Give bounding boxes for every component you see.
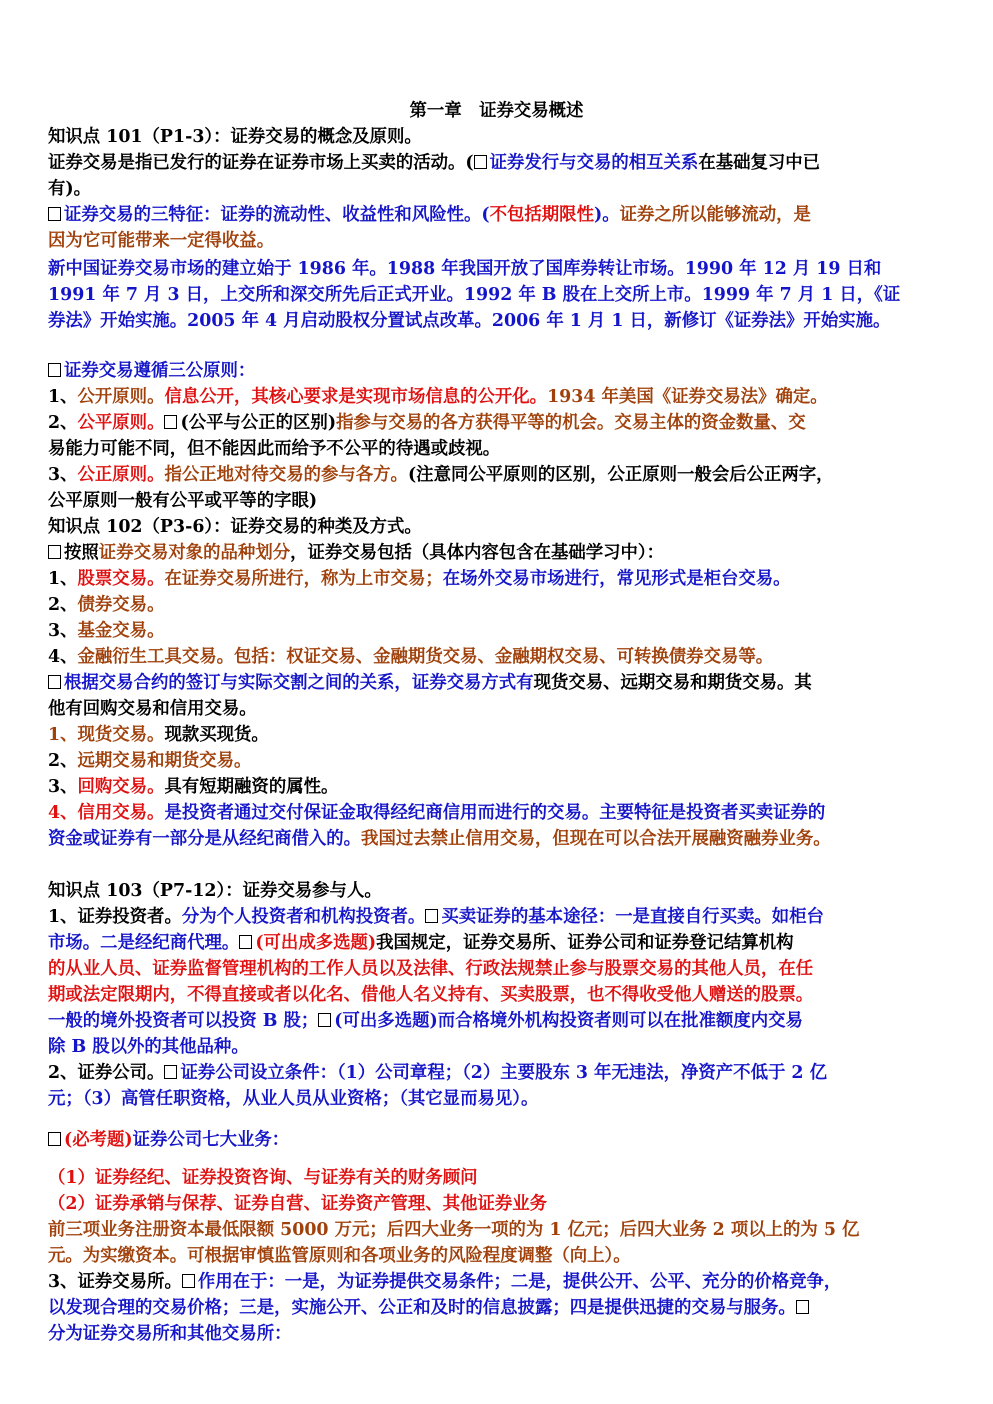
text-line <box>48 514 953 540</box>
checkbox-square-icon <box>48 363 61 377</box>
text-line <box>48 1191 953 1217</box>
text-segment: 公平原则。 <box>77 413 165 433</box>
text-segment: 券法》开始实施。2005 年 4 月启动股权分置试点改革。2006 年 1 月 1 日，新修订《证券法》开始实施。 <box>48 311 891 331</box>
text-segment: 4、信用交易。 <box>48 803 165 823</box>
text-line <box>48 150 953 176</box>
text-segment: 指参与交易的各方获得平等的机会。交易主体的资金数量、交 <box>336 413 806 433</box>
text-segment: 在证券交易所进行，称为上市交易； <box>164 569 443 589</box>
checkbox-square-icon <box>164 1065 177 1079</box>
text-line <box>48 308 953 334</box>
checkbox-square-icon <box>48 1132 61 1146</box>
text-line <box>48 358 953 384</box>
text-segment: 前三项业务注册资本最低限额 5000 万元；后四大业务一项的为 1 亿元；后四大业务 2 项以上的为 5 亿 <box>48 1220 860 1240</box>
text-segment: 公平原则一般有公平或平等的字眼) <box>48 491 318 511</box>
text-segment: (公平与公正的区别) <box>180 413 337 433</box>
text-segment: 远期交易和期货交易。 <box>77 751 252 771</box>
text-line <box>48 1165 953 1191</box>
text-segment: （1）证券经纪、证券投资咨询、与证券有关的财务顾问 <box>48 1168 478 1188</box>
text-line <box>48 956 953 982</box>
checkbox-square-icon <box>182 1274 195 1288</box>
text-segment: 市场。二是经纪商代理。 <box>48 933 240 953</box>
text-segment: 现货交易、远期交易和期货交易。其 <box>533 673 812 693</box>
checkbox-square-icon <box>48 675 61 689</box>
checkbox-square-icon <box>48 545 61 559</box>
text-segment: 除 B 股以外的其他品种。 <box>48 1037 249 1057</box>
text-segment: 基金交易。 <box>77 621 165 641</box>
text-segment: 因为它可能带来一定得收益。 <box>48 231 275 251</box>
text-segment: (必考题) <box>64 1130 133 1150</box>
text-segment: 3、 <box>48 465 78 485</box>
text-segment: 期或法定限期内，不得直接或者以化名、借他人名义持有、买卖股票，也不得收受他人赠送的股票。 <box>48 985 814 1005</box>
text-segment: 证券交易遵循三公原则： <box>64 361 256 381</box>
text-line <box>48 930 953 956</box>
text-segment: 证券交易的三特征：证券的流动性、收益性和风险性。( <box>64 205 490 225</box>
text-segment: 分为证券交易所和其他交易所： <box>48 1324 292 1344</box>
text-segment: 1991 年 7 月 3 日，上交所和深交所先后正式开业。1992 年 B 股在上交所上市。1999 年 7 月 1 日，《证 <box>48 285 901 305</box>
text-segment: 2、 <box>48 751 78 771</box>
text-line <box>48 540 953 566</box>
text-segment: 股票交易。 <box>77 569 165 589</box>
checkbox-square-icon <box>796 1300 809 1314</box>
text-line <box>48 228 953 254</box>
text-segment: 新中国证券交易市场的建立始于 1986 年。1988 年我国开放了国库券转让市场。1990 年 12 月 19 日和 <box>48 259 882 279</box>
text-segment: 分为个人投资者和机构投资者。 <box>181 907 426 927</box>
text-segment: 证券发行与交易的相互关系 <box>489 153 699 173</box>
text-segment: 证券之所以能够流动，是 <box>619 205 811 225</box>
checkbox-square-icon <box>318 1013 331 1027</box>
text-line <box>48 904 953 930</box>
text-line <box>48 256 953 282</box>
text-segment: 知识点 102（P3-6）：证券交易的种类及方式。 <box>48 517 422 537</box>
text-segment: 1、 <box>48 387 78 407</box>
text-segment: 公开原则。 <box>77 387 165 407</box>
text-line <box>48 1269 953 1295</box>
text-line <box>48 384 953 410</box>
text-segment: 公正原则。 <box>77 465 165 485</box>
text-segment: （2）证券承销与保荐、证券自营、证券资产管理、其他证券业务 <box>48 1194 548 1214</box>
checkbox-square-icon <box>474 155 487 169</box>
text-segment: 1、现货交易。 <box>48 725 165 745</box>
text-line <box>48 462 953 488</box>
text-segment: 3、 <box>48 621 78 641</box>
text-segment: (可出多选题) <box>334 1011 438 1031</box>
text-line <box>48 124 953 150</box>
text-segment: 元；（3）高管任职资格，从业人员从业资格；（其它显而易见）。 <box>48 1089 539 1109</box>
text-segment: 以发现合理的交易价格；三是，实施公开、公正和及时的信息披露；四是提供迅捷的交易与服务。 <box>48 1298 796 1318</box>
text-segment: ，证券交易包括（具体内容包含在基础学习中）： <box>290 543 665 563</box>
text-line <box>48 1243 953 1269</box>
text-line <box>48 488 953 514</box>
text-segment: 易能力可能不同，但不能因此而给予不公平的待遇或歧视。 <box>48 439 501 459</box>
text-segment: 证券交易是指已发行的证券在证券市场上买卖的活动。( <box>48 153 474 173</box>
text-segment: 金融衍生工具交易。包括：权证交易、金融期货交易、金融期权交易、可转换债券交易等。 <box>77 647 774 667</box>
text-segment: )。 <box>593 205 620 225</box>
text-line <box>48 774 953 800</box>
text-segment: 2、证券公司。 <box>48 1063 165 1083</box>
text-segment: 债券交易。 <box>77 595 165 615</box>
text-segment: 证券公司设立条件：（1）公司章程；（2）主要股东 3 年无违法，净资产不低于 2 亿 <box>180 1063 827 1083</box>
text-line <box>48 176 953 202</box>
text-segment: 现款买现货。 <box>164 725 269 745</box>
text-segment: 1934 年美国《证券交易法》确定。 <box>547 387 828 407</box>
text-line <box>48 1217 953 1243</box>
text-line <box>48 1295 953 1321</box>
text-segment: 我国过去禁止信用交易，但现在可以合法开展融资融券业务。 <box>361 829 831 849</box>
checkbox-square-icon <box>239 935 252 949</box>
text-segment: 知识点 103（P7-12）：证券交易参与人。 <box>48 881 382 901</box>
text-segment: 信息公开，其核心要求是实现市场信息的公开化。 <box>164 387 548 407</box>
text-segment: 是投资者通过交付保证金取得经纪商信用而进行的交易。主要特征是投资者买卖证券的 <box>164 803 826 823</box>
text-segment: 不包括期限性 <box>489 205 594 225</box>
text-segment: 作用在于：一是，为证券提供交易条件；二是，提供公开、公平、充分的价格竞争， <box>197 1272 842 1292</box>
text-segment: 回购交易。 <box>77 777 165 797</box>
text-segment: 有)。 <box>48 179 92 199</box>
text-segment: 3、 <box>48 777 78 797</box>
text-line <box>48 696 953 722</box>
text-segment: 知识点 101（P1-3）：证券交易的概念及原则。 <box>48 127 422 147</box>
text-segment: 我国规定，证券交易所、证券公司和证券登记结算机构 <box>376 933 794 953</box>
text-line <box>48 566 953 592</box>
text-segment: (可出成多选题) <box>255 933 377 953</box>
text-segment: 1、证券投资者。 <box>48 907 182 927</box>
text-line <box>48 202 953 228</box>
text-line <box>48 618 953 644</box>
text-segment: 1、 <box>48 569 78 589</box>
checkbox-square-icon <box>425 909 438 923</box>
text-line <box>48 282 953 308</box>
text-line <box>48 800 953 826</box>
text-segment: 3、证券交易所。 <box>48 1272 182 1292</box>
text-segment: 资金或证券有一部分是从经纪商借入的。 <box>48 829 362 849</box>
text-line <box>48 722 953 748</box>
text-segment: 而合格境外机构投资者则可以在批准额度内交易 <box>437 1011 803 1031</box>
text-segment: (注意同公平原则的区别，公正原则一般会后公正两字， <box>407 465 834 485</box>
text-segment: 根据交易合约的签订与实际交割之间的关系，证券交易方式有 <box>64 673 534 693</box>
text-line <box>48 644 953 670</box>
text-segment: 具有短期融资的属性。 <box>164 777 339 797</box>
text-line <box>48 982 953 1008</box>
checkbox-square-icon <box>48 207 61 221</box>
text-line <box>48 1008 953 1034</box>
text-segment: 2、 <box>48 413 78 433</box>
text-line <box>48 1060 953 1086</box>
text-segment: 的从业人员、证券监督管理机构的工作人员以及法律、行政法规禁止参与股票交易的其他人员，在任 <box>48 959 814 979</box>
text-segment: 证券交易对象的品种划分 <box>98 543 291 563</box>
text-segment: 他有回购交易和信用交易。 <box>48 699 257 719</box>
text-segment: 2、 <box>48 595 78 615</box>
text-segment: 证券公司七大业务： <box>132 1130 290 1150</box>
text-line <box>48 1086 953 1112</box>
checkbox-square-icon <box>164 415 177 429</box>
text-segment: 在基础复习中已 <box>698 153 821 173</box>
text-line <box>48 592 953 618</box>
text-line <box>48 1034 953 1060</box>
text-segment: 在场外交易市场进行，常见形式是柜台交易。 <box>442 569 791 589</box>
text-line <box>48 748 953 774</box>
text-segment: 元。为实缴资本。可根据审慎监管原则和各项业务的风险程度调整（向上）。 <box>48 1246 631 1266</box>
text-segment: 按照 <box>64 543 99 563</box>
text-line <box>48 410 953 436</box>
text-line <box>48 436 953 462</box>
text-segment: 一般的境外投资者可以投资 B 股； <box>48 1011 319 1031</box>
page-title: 第一章 证券交易概述 <box>409 101 584 121</box>
text-segment: 指公正地对待交易的参与各方。 <box>164 465 408 485</box>
text-segment: 4、 <box>48 647 78 667</box>
text-line <box>48 826 953 852</box>
text-line <box>48 1321 953 1347</box>
text-line <box>48 878 953 904</box>
text-line <box>48 670 953 696</box>
text-line <box>48 1127 953 1153</box>
text-segment: 买卖证券的基本途径：一是直接自行买卖。如柜台 <box>441 907 824 927</box>
